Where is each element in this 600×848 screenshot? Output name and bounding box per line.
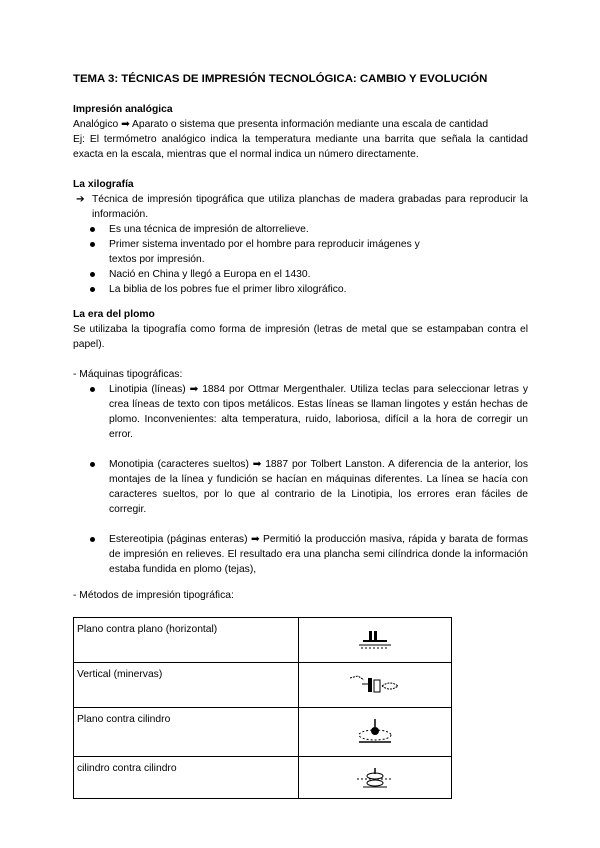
page-title: TEMA 3: TÉCNICAS DE IMPRESIÓN TECNOLÓGICA: CAMBIO Y EVOLUCIÓN	[73, 73, 488, 85]
section-analogica	[73, 102, 528, 162]
maquinas-list	[73, 382, 528, 577]
flatbed-press-icon	[355, 629, 395, 651]
table-cell: Plano contra plano (horizontal)	[74, 618, 299, 663]
section-xilografia	[73, 177, 528, 297]
table-cell: cilindro contra cilindro	[74, 757, 299, 799]
heading-xilografia: La xilografía	[73, 179, 134, 190]
bullet-icon	[90, 272, 95, 277]
table-cell	[299, 757, 452, 799]
table-cell	[299, 663, 452, 708]
bullet-icon	[90, 242, 95, 247]
arrow-icon: ➔	[76, 194, 85, 205]
flat-cylinder-press-icon	[353, 717, 397, 747]
bullet-icon	[90, 227, 95, 232]
xilografia-intro-text: Técnica de impresión tipográfica que utiliza planchas de madera grabadas para reproducir la información.	[92, 194, 528, 220]
bullet-icon	[90, 387, 95, 392]
xilografia-list	[73, 222, 528, 297]
bullet-icon	[90, 287, 95, 292]
bullet-icon	[90, 537, 95, 542]
list-item: Estereotipia (páginas enteras) ➡ Permitió la producción masiva, rápida y barata de formas de impresión en relieves. El resultado era una plancha semi cilíndrica donde la información estaba fundida en plomo (tejas),	[73, 532, 528, 577]
plomo-intro: Se utilizaba la tipografía como forma de impresión (letras de metal que se estampaban contra el papel).	[73, 324, 528, 350]
table-cell	[299, 618, 452, 663]
maquinas-section	[73, 367, 528, 592]
table-row	[74, 663, 452, 708]
list-item: La biblia de los pobres fue el primer libro xilográfico.	[73, 282, 528, 297]
table-row	[74, 708, 452, 757]
platen-press-icon	[348, 672, 402, 698]
table-cell: Vertical (minervas)	[74, 663, 299, 708]
metodos-label: - Métodos de impresión tipográfica:	[73, 590, 234, 601]
table-cell: Plano contra cilindro	[74, 708, 299, 757]
list-item: Monotipia (caracteres sueltos) ➡ 1887 por Tolbert Lanston. A diferencia de la anterior, los montajes de la línea y fundición se hacían en máquinas diferentes. La línea se hacía con caracteres sueltos, por lo que al contrario de la Linotipia, los errores eran fáciles de corregir.	[73, 457, 528, 517]
heading-analogica: Impresión analógica	[73, 104, 173, 115]
list-item: Nació en China y llegó a Europa en el 1430.	[73, 267, 528, 282]
list-item: Primer sistema inventado por el hombre para reproducir imágenes y textos por impresión.	[73, 237, 528, 267]
list-item: Es una técnica de impresión de altorrelieve.	[73, 222, 528, 237]
list-item: Linotipia (líneas) ➡ 1884 por Ottmar Mergenthaler. Utiliza teclas para seleccionar letras y crea líneas de texto con tipos metálicos. Estas líneas se llaman lingotes y están hechas de plomo. Inconvenientes: alta temperatura, ruido, laboriosa, difícil a la hora de corregir un error.	[73, 382, 528, 442]
maquinas-label: - Máquinas tipográficas:	[73, 369, 183, 380]
rotary-press-icon	[353, 767, 397, 789]
table-cell	[299, 708, 452, 757]
xilografia-intro	[73, 192, 528, 222]
table-row	[74, 757, 452, 799]
metodos-table	[73, 617, 452, 799]
bullet-icon	[90, 462, 95, 467]
heading-plomo: La era del plomo	[73, 309, 155, 320]
table-row	[74, 618, 452, 663]
section-plomo	[73, 307, 528, 352]
analogica-definition: Analógico ➡ Aparato o sistema que presenta información mediante una escala de cantidad	[73, 119, 489, 130]
analogica-example: Ej: El termómetro analógico indica la temperatura mediante una barrita que señala la cantidad exacta en la escala, mientras que el normal indica un número directamente.	[73, 134, 528, 160]
